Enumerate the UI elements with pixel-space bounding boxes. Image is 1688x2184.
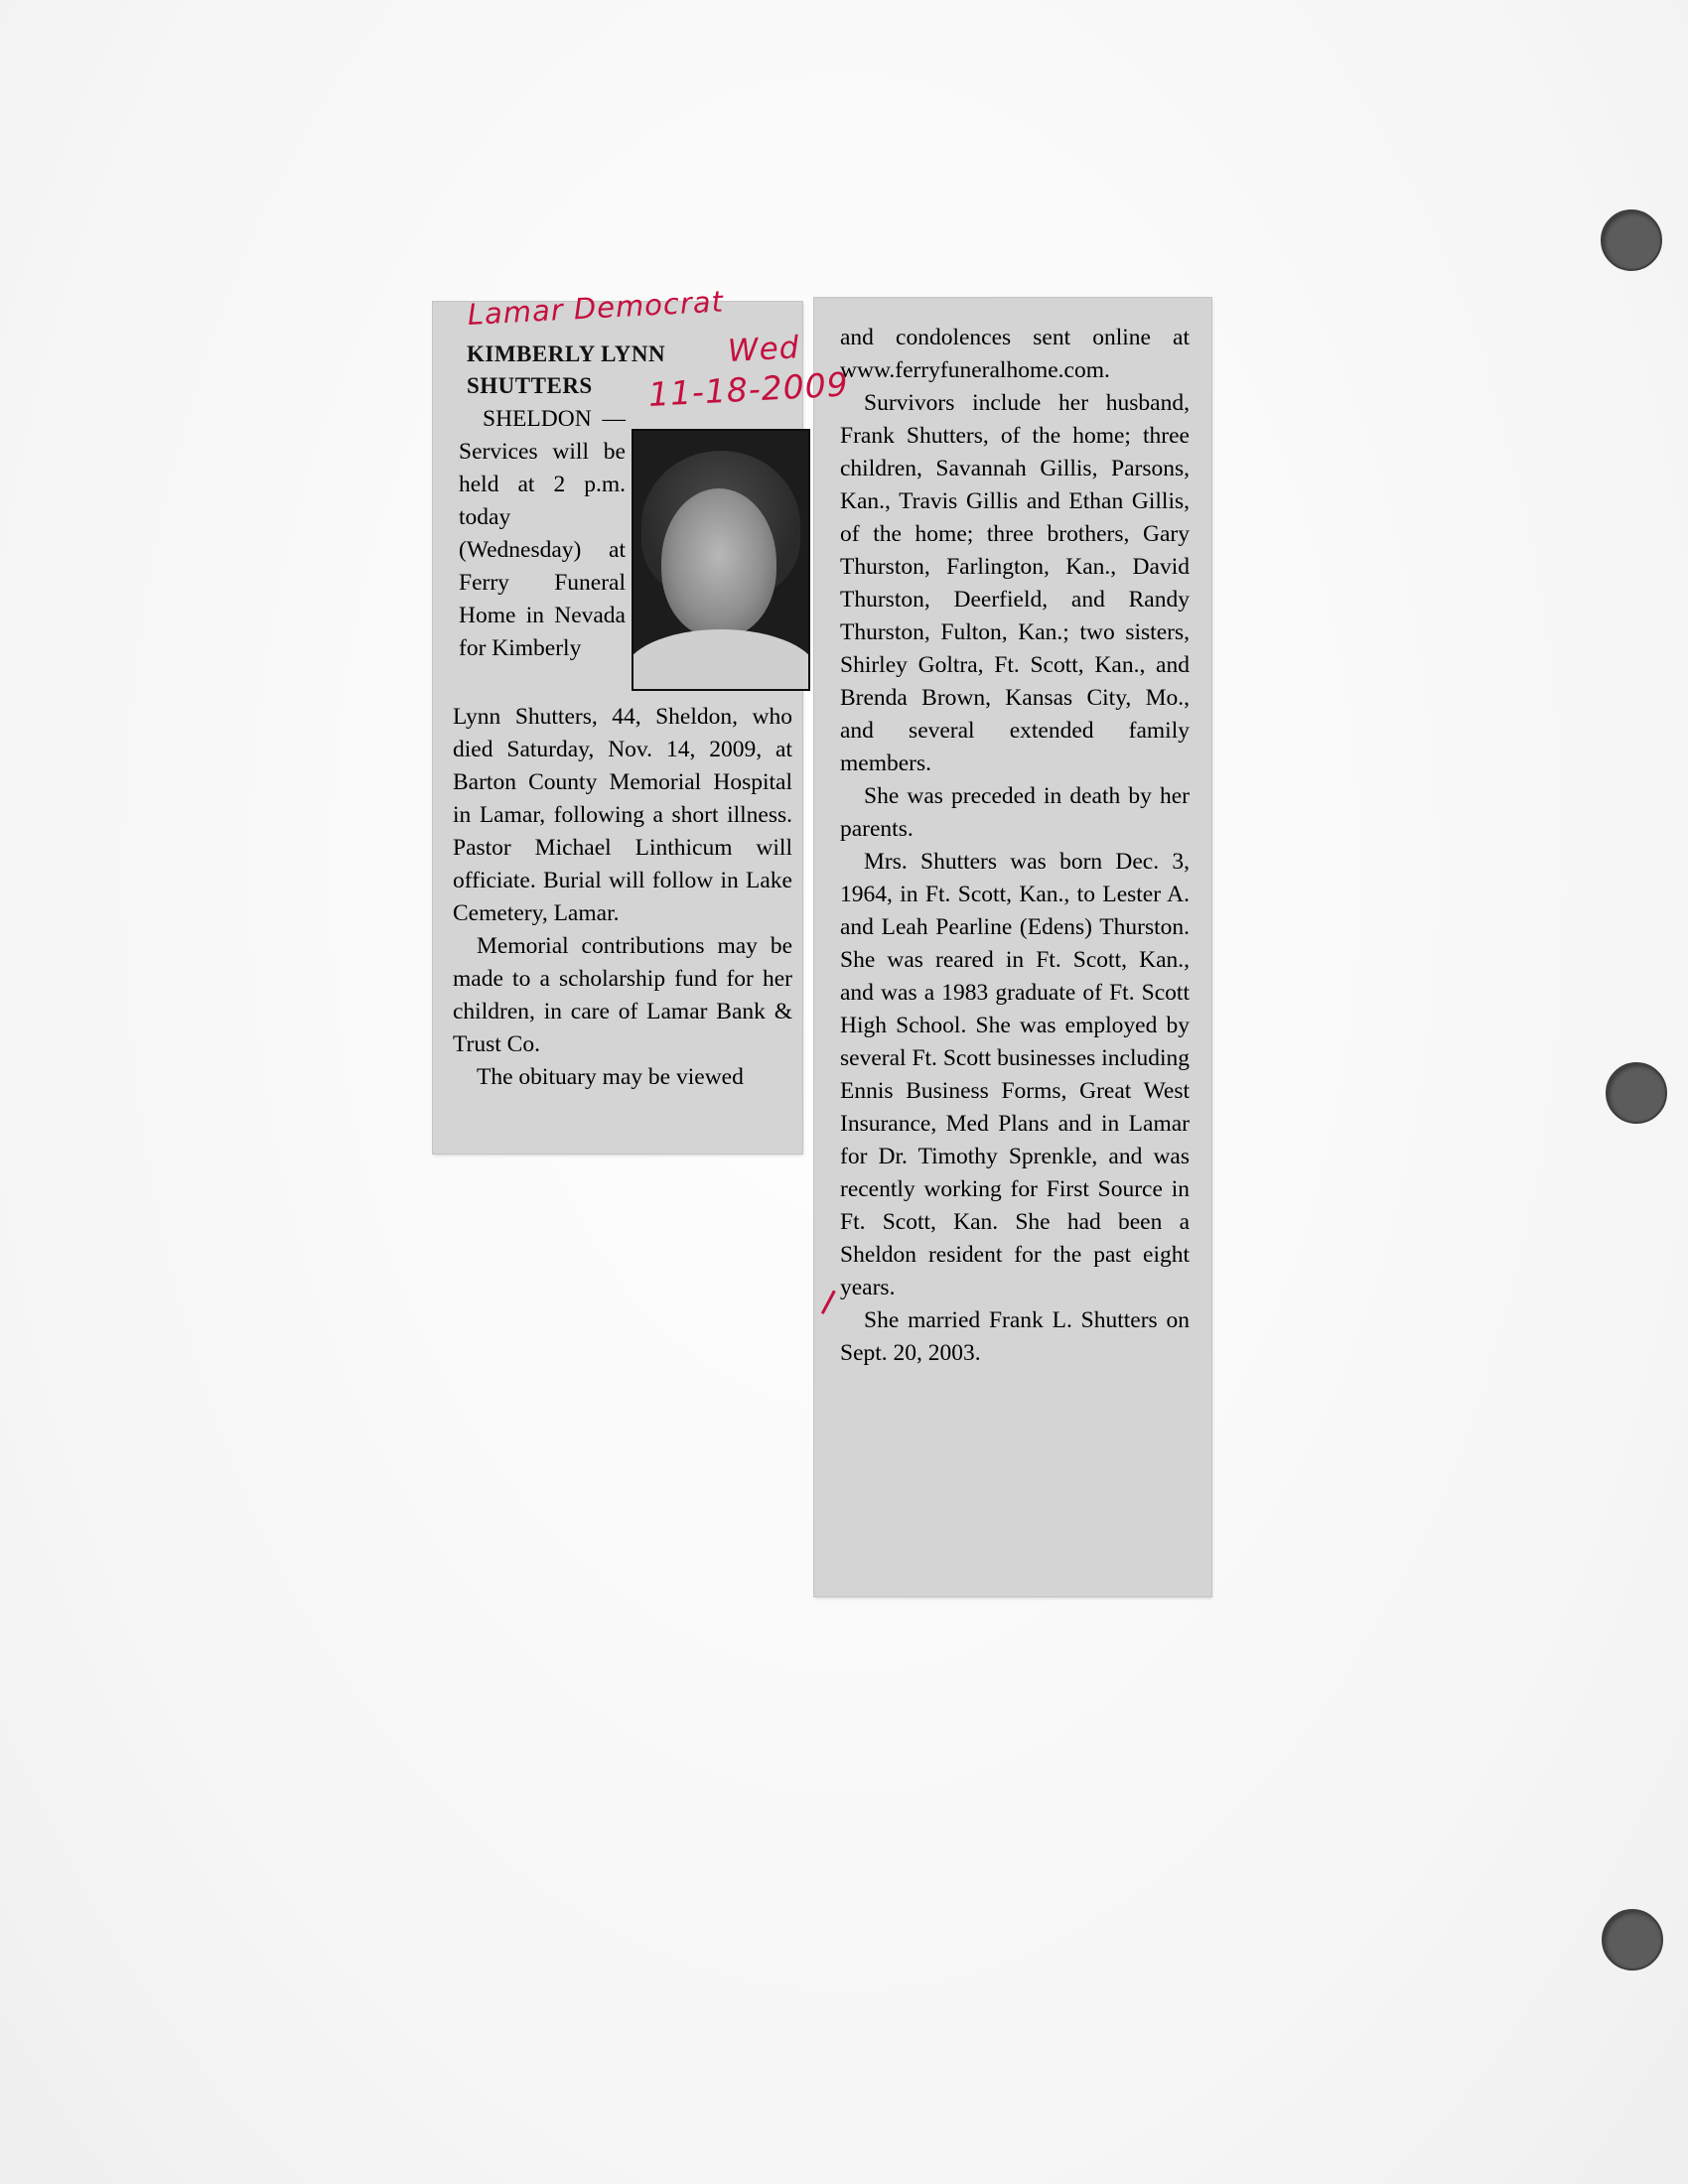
preceded-paragraph: She was preceded in death by her parents. bbox=[840, 783, 1190, 842]
obituary-intro-text bbox=[459, 403, 626, 665]
photo-face bbox=[661, 488, 776, 637]
condolences-paragraph: and condolences sent online at www.ferryfuneralhome.com. bbox=[840, 325, 1190, 383]
services-paragraph: Lynn Shutters, 44, Sheldon, who died Saturday, Nov. 14, 2009, at Barton County Memorial Hospital in Lamar, following a short illness. Pastor Michael Linthicum will officiate. Burial will follow in Lake Cemetery, Lamar. bbox=[453, 704, 792, 926]
biography-paragraph: Mrs. Shutters was born Dec. 3, 1964, in Ft. Scott, Kan., to Lester A. and Leah Pearline (Edens) Thurston. She was reared in Ft. Scott, Kan., and was a 1983 graduate of Ft. Scott High School. She was employed by several Ft. Scott businesses including Ennis Business Forms, Great West Insurance, Med Plans and in Lamar for Dr. Timothy Sprenkle, and was recently working for First Source in Ft. Scott, Kan. She had been a Sheldon resident for the past eight years. bbox=[840, 849, 1190, 1300]
portrait-photo bbox=[632, 429, 810, 691]
online-obituary-paragraph: The obituary may be viewed bbox=[477, 1064, 744, 1090]
punch-hole-top bbox=[1601, 209, 1662, 271]
survivors-paragraph: Survivors include her husband, Frank Shutters, of the home; three children, Savannah Gillis, Parsons, Kan., Travis Gillis and Ethan Gillis, of the home; three brothers, Gary Thurston, Farlington, Kan., David Thurston, Deerfield, and Randy Thurston, Fulton, Kan.; two sisters, Shirley Goltra, Ft. Scott, Kan., and Brenda Brown, Kansas City, Mo., and several extended family members. bbox=[840, 390, 1190, 776]
punch-hole-bottom bbox=[1602, 1909, 1663, 1971]
headline-name-line2: SHUTTERS bbox=[467, 373, 593, 398]
obituary-right-column bbox=[840, 322, 1190, 1370]
handwritten-date-note: 11-18-2009 bbox=[647, 364, 850, 414]
intro-paragraph: SHELDON — Services will be held at 2 p.m. today (Wednesday) at Ferry Funeral Home in Nevada for Kimberly bbox=[459, 406, 626, 661]
punch-hole-middle bbox=[1606, 1062, 1667, 1124]
memorial-paragraph: Memorial contributions may be made to a scholarship fund for her children, in care of Lamar Bank & Trust Co. bbox=[453, 933, 792, 1057]
handwritten-day-note: Wed bbox=[727, 330, 801, 369]
headline-name-line1: KIMBERLY LYNN bbox=[467, 341, 666, 366]
obituary-left-column bbox=[453, 701, 792, 1094]
photo-shoulders bbox=[632, 629, 810, 691]
marriage-paragraph: She married Frank L. Shutters on Sept. 20, 2003. bbox=[840, 1307, 1190, 1366]
handwritten-source-note: Lamar Democrat bbox=[467, 284, 725, 332]
